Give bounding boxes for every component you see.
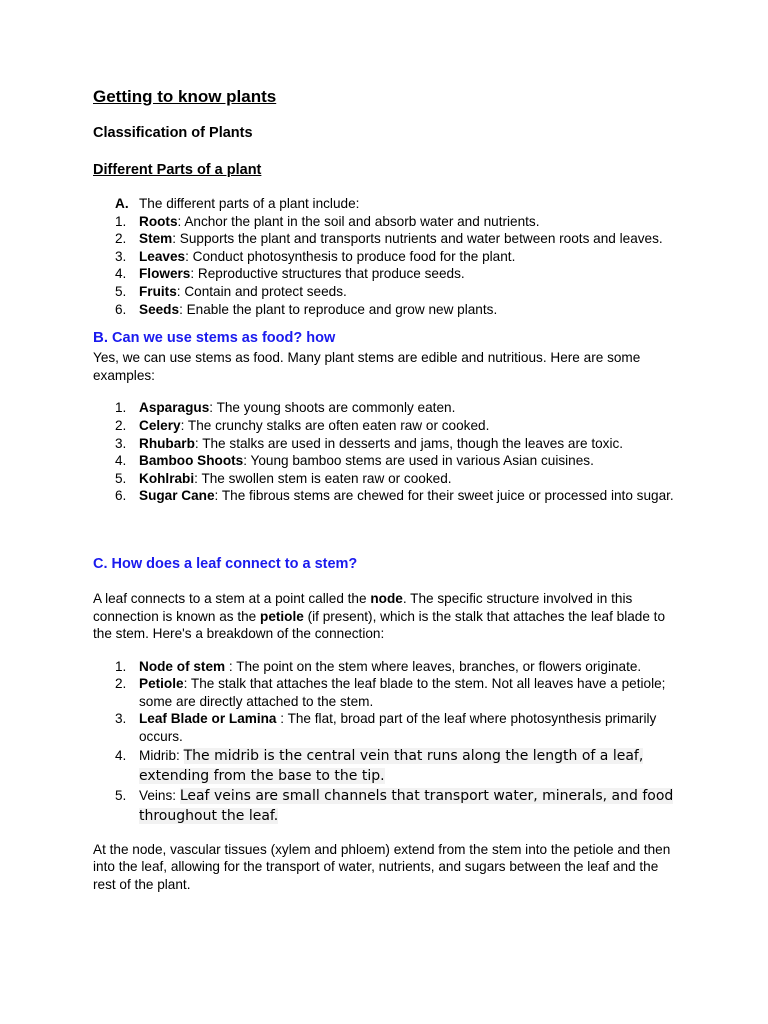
intro-term-node: node (370, 590, 403, 606)
list-term: Stem (139, 231, 173, 247)
list-number: 2. (115, 417, 127, 433)
list-number: 3. (115, 711, 127, 727)
document-content (93, 84, 683, 893)
list-item (93, 710, 683, 745)
list-term: Asparagus (139, 400, 210, 416)
list-number: 3. (115, 435, 127, 451)
list-number: 1. (115, 400, 127, 416)
list-number: 4. (115, 453, 127, 469)
list-number: 6. (115, 488, 127, 504)
section-c-heading: C. How does a leaf connect to a stem? (93, 555, 358, 572)
intro-text: . The specific structure involved in this connection is known as the (93, 590, 633, 624)
section-a-list (93, 195, 683, 318)
list-item (93, 487, 683, 505)
list-item (93, 301, 683, 319)
list-term: Kohlrabi (139, 470, 195, 486)
list-label: Midrib: (139, 747, 184, 763)
list-term: Leaves (139, 248, 186, 264)
list-term: Sugar Cane (139, 488, 215, 504)
list-text: : Reproductive structures that produce seeds. (190, 266, 465, 282)
section-b-question: Can we use stems as food? how (112, 330, 336, 347)
intro-text: A leaf connects to a stem at a point called the (93, 590, 371, 606)
list-item (93, 658, 683, 676)
list-number: 3. (115, 248, 127, 264)
section-a-intro-text: The different parts of a plant include: (139, 196, 360, 211)
list-number: 4. (115, 747, 127, 763)
list-number: 1. (115, 213, 127, 229)
section-c-list (93, 658, 683, 826)
list-number: 5. (115, 470, 127, 486)
section-c-closing: At the node, vascular tissues (xylem and phloem) extend from the stem into the petiole and then into the leaf, allowing for the transport of water, nutrients, and sugars between the leaf and the rest of the plant. (93, 841, 671, 892)
list-item (93, 675, 683, 710)
list-item (93, 248, 683, 266)
list-text: : The crunchy stalks are often eaten raw or cooked. (180, 417, 490, 433)
list-text: : Contain and protect seeds. (176, 283, 347, 299)
list-text: : Conduct photosynthesis to produce food for the plant. (185, 248, 516, 264)
intro-text: (if present), which is the stalk that attaches the leaf blade to the stem. Here's a breakdown of the connection: (93, 608, 666, 642)
list-item (93, 230, 683, 248)
list-item (93, 417, 683, 435)
intro-term-petiole: petiole (260, 608, 304, 624)
parts-heading: Different Parts of a plant (93, 162, 262, 178)
list-number: 2. (115, 231, 127, 247)
list-item (93, 265, 683, 283)
list-term: Rhubarb (139, 435, 195, 451)
list-number: 4. (115, 266, 127, 282)
list-term: Leaf Blade or Lamina (139, 711, 277, 727)
list-text: : Young bamboo stems are used in various Asian cuisines. (243, 453, 594, 469)
list-number: 6. (115, 301, 127, 317)
list-term: Flowers (139, 266, 191, 282)
list-item (93, 746, 683, 786)
list-text: : The young shoots are commonly eaten. (209, 400, 456, 416)
list-term: Node of stem (139, 658, 226, 674)
section-b-letter: B. (93, 329, 108, 347)
list-highlighted-text: The midrib is the central vein that runs along the length of a leaf, extending from the base to the tip. (139, 747, 644, 784)
list-item (93, 470, 683, 488)
list-text: : Anchor the plant in the soil and absorb water and nutrients. (177, 213, 540, 229)
list-text: : The flat, broad part of the leaf where photosynthesis primarily occurs. (139, 711, 657, 745)
section-a-intro (93, 195, 683, 213)
list-term: Roots (139, 213, 178, 229)
list-term: Fruits (139, 283, 177, 299)
section-a-letter: A. (115, 196, 129, 211)
list-text: : The fibrous stems are chewed for their sweet juice or processed into sugar. (214, 488, 674, 504)
classification-heading: Classification of Plants (93, 125, 253, 141)
list-term: Bamboo Shoots (139, 453, 244, 469)
list-text: : The stalks are used in desserts and jams, though the leaves are toxic. (194, 435, 624, 451)
page-title: Getting to know plants (93, 87, 277, 106)
list-label: Veins: (139, 787, 180, 803)
section-b-list (93, 399, 683, 505)
list-text: : The point on the stem where leaves, branches, or flowers originate. (225, 658, 642, 674)
list-text: : The swollen stem is eaten raw or cooked. (194, 470, 452, 486)
list-item (93, 786, 683, 826)
list-highlighted-text: Leaf veins are small channels that transport water, minerals, and food throughout the leaf. (139, 787, 674, 824)
section-b-intro: Yes, we can use stems as food. Many plant stems are edible and nutritious. Here are some examples: (93, 350, 641, 383)
section-b-heading (93, 327, 683, 349)
list-item (93, 452, 683, 470)
list-number: 5. (115, 787, 127, 803)
list-number: 2. (115, 676, 127, 692)
list-number: 5. (115, 283, 127, 299)
list-term: Seeds (139, 301, 180, 317)
list-term: Petiole (139, 676, 184, 692)
list-text: : Supports the plant and transports nutrients and water between roots and leaves. (172, 231, 663, 247)
list-term: Celery (139, 417, 181, 433)
list-item (93, 283, 683, 301)
list-text: : Enable the plant to reproduce and grow new plants. (179, 301, 498, 317)
list-item (93, 435, 683, 453)
list-item (93, 399, 683, 417)
section-c-intro (93, 590, 683, 643)
list-number: 1. (115, 658, 127, 674)
list-item (93, 213, 683, 231)
list-text: : The stalk that attaches the leaf blade to the stem. Not all leaves have a petiole; some are directly attached to the stem. (139, 676, 666, 709)
